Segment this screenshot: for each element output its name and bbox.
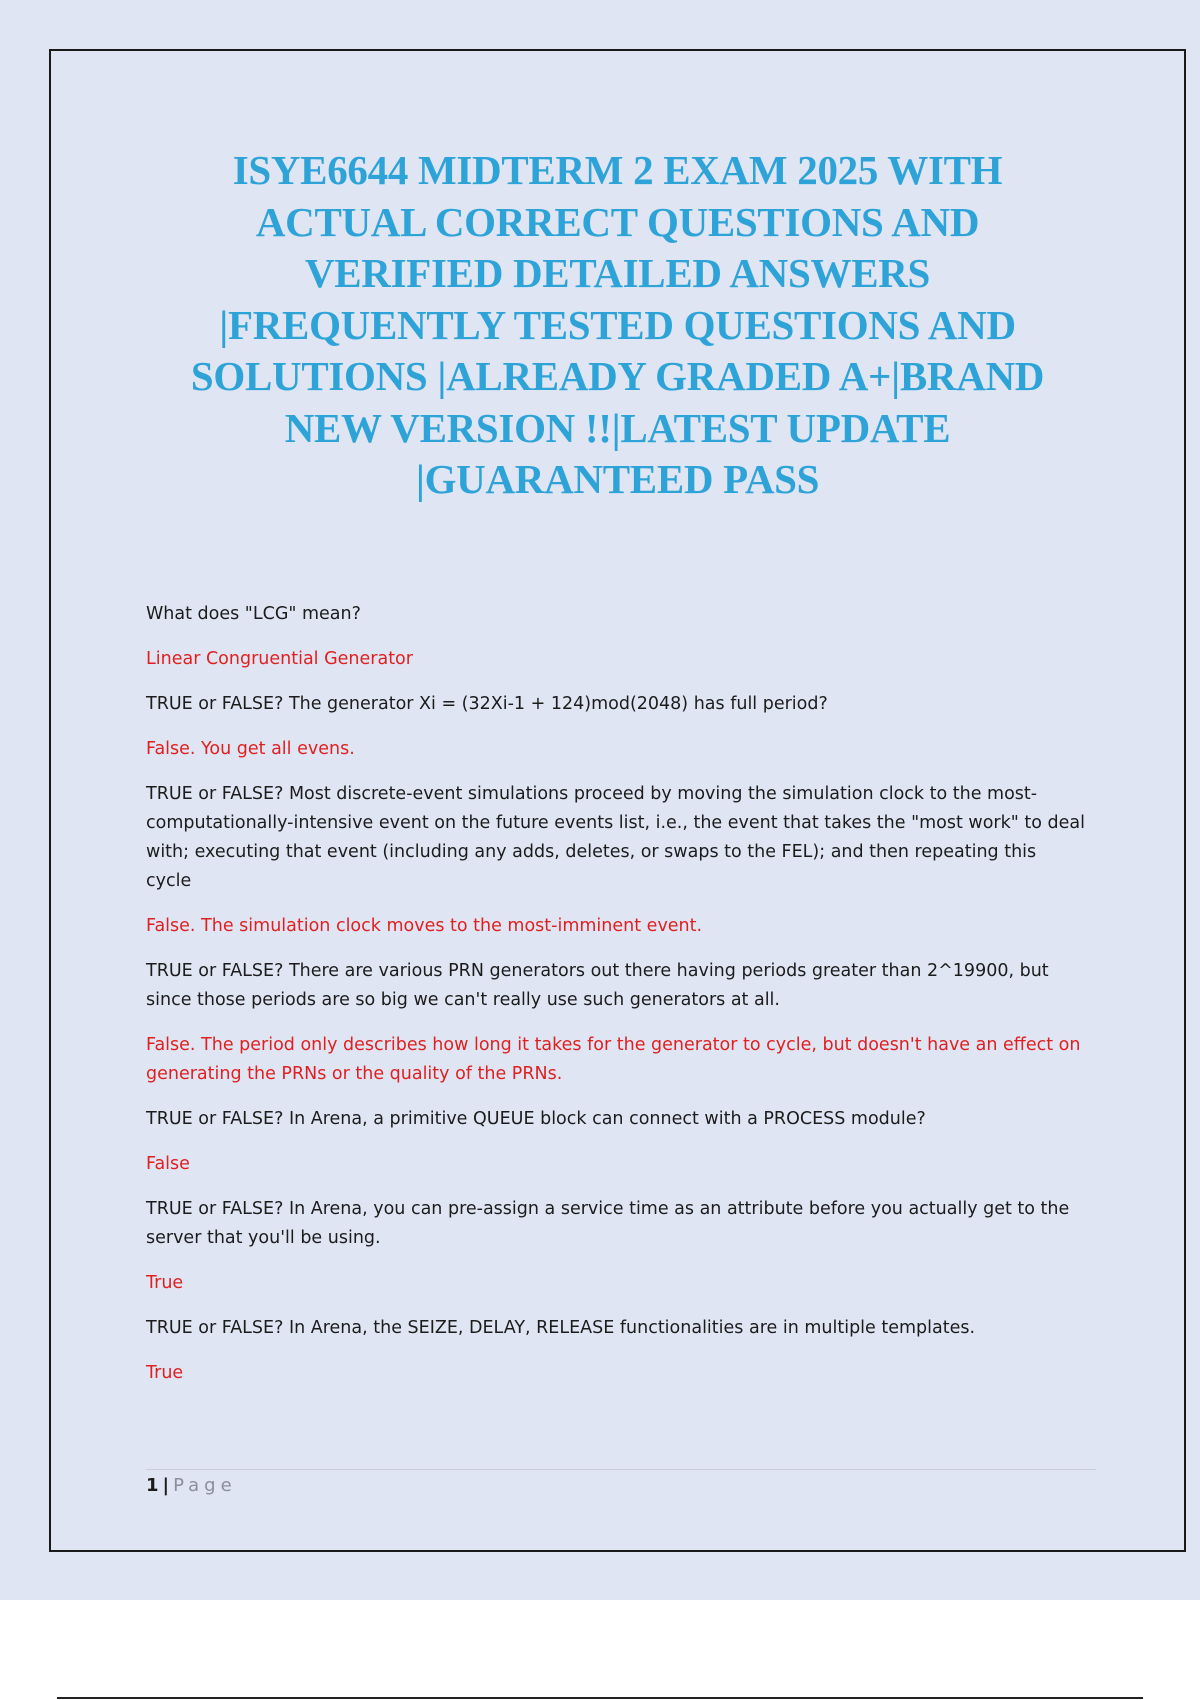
question-text: TRUE or FALSE? Most discrete-event simulations proceed by moving the simulation clock to the most-computationally-intensive event on the future events list, i.e., the event that takes the "most work" to deal with; executing that event (including any adds, deletes, or swaps to the FEL); and then repeating this cycle: [146, 784, 1085, 891]
answer-text: Linear Congruential Generator: [146, 649, 413, 669]
question-text: TRUE or FALSE? The generator Xi = (32Xi-1 + 124)mod(2048) has full period?: [146, 694, 828, 714]
answer-text: True: [146, 1273, 184, 1293]
document-title: [150, 145, 1085, 506]
answer-text: False. The period only describes how long it takes for the generator to cycle, but doesn't have an effect on generating the PRNs or the quality of the PRNs.: [146, 1035, 1081, 1084]
answer-text: False. The simulation clock moves to the most-imminent event.: [146, 916, 703, 936]
question-text: TRUE or FALSE? In Arena, the SEIZE, DELAY, RELEASE functionalities are in multiple templates.: [146, 1318, 976, 1338]
footer-divider: [146, 1469, 1096, 1470]
footer-separator: |: [162, 1475, 170, 1496]
question-text: TRUE or FALSE? In Arena, a primitive QUEUE block can connect with a PROCESS module?: [146, 1109, 926, 1129]
title-line: ISYE6644 MIDTERM 2 EXAM 2025 WITH: [232, 147, 1003, 193]
question-text: TRUE or FALSE? There are various PRN generators out there having periods greater than 2^19900, but since those periods are so big we can't really use such generators at all.: [146, 961, 1049, 1010]
answer-text: True: [146, 1363, 184, 1383]
answer-text: False: [146, 1154, 190, 1174]
question-text: What does "LCG" mean?: [146, 604, 361, 624]
qa-list: [146, 600, 1086, 1404]
page-label: Page: [173, 1475, 237, 1496]
title-line: |FREQUENTLY TESTED QUESTIONS AND: [219, 301, 1016, 348]
title-line: SOLUTIONS |ALREADY GRADED A+|BRAND: [190, 353, 1045, 399]
answer-text: False. You get all evens.: [146, 739, 355, 759]
page-footer: [146, 1472, 237, 1500]
title-line: VERIFIED DETAILED ANSWERS: [304, 250, 931, 296]
question-text: TRUE or FALSE? In Arena, you can pre-assign a service time as an attribute before you actually get to the server that you'll be using.: [146, 1199, 1070, 1248]
title-line: NEW VERSION !!|LATEST UPDATE: [284, 404, 951, 451]
next-page-divider: [57, 1697, 1143, 1699]
title-line: |GUARANTEED PASS: [415, 456, 820, 502]
title-line: ACTUAL CORRECT QUESTIONS AND: [255, 198, 980, 245]
page-number: 1: [146, 1475, 159, 1496]
